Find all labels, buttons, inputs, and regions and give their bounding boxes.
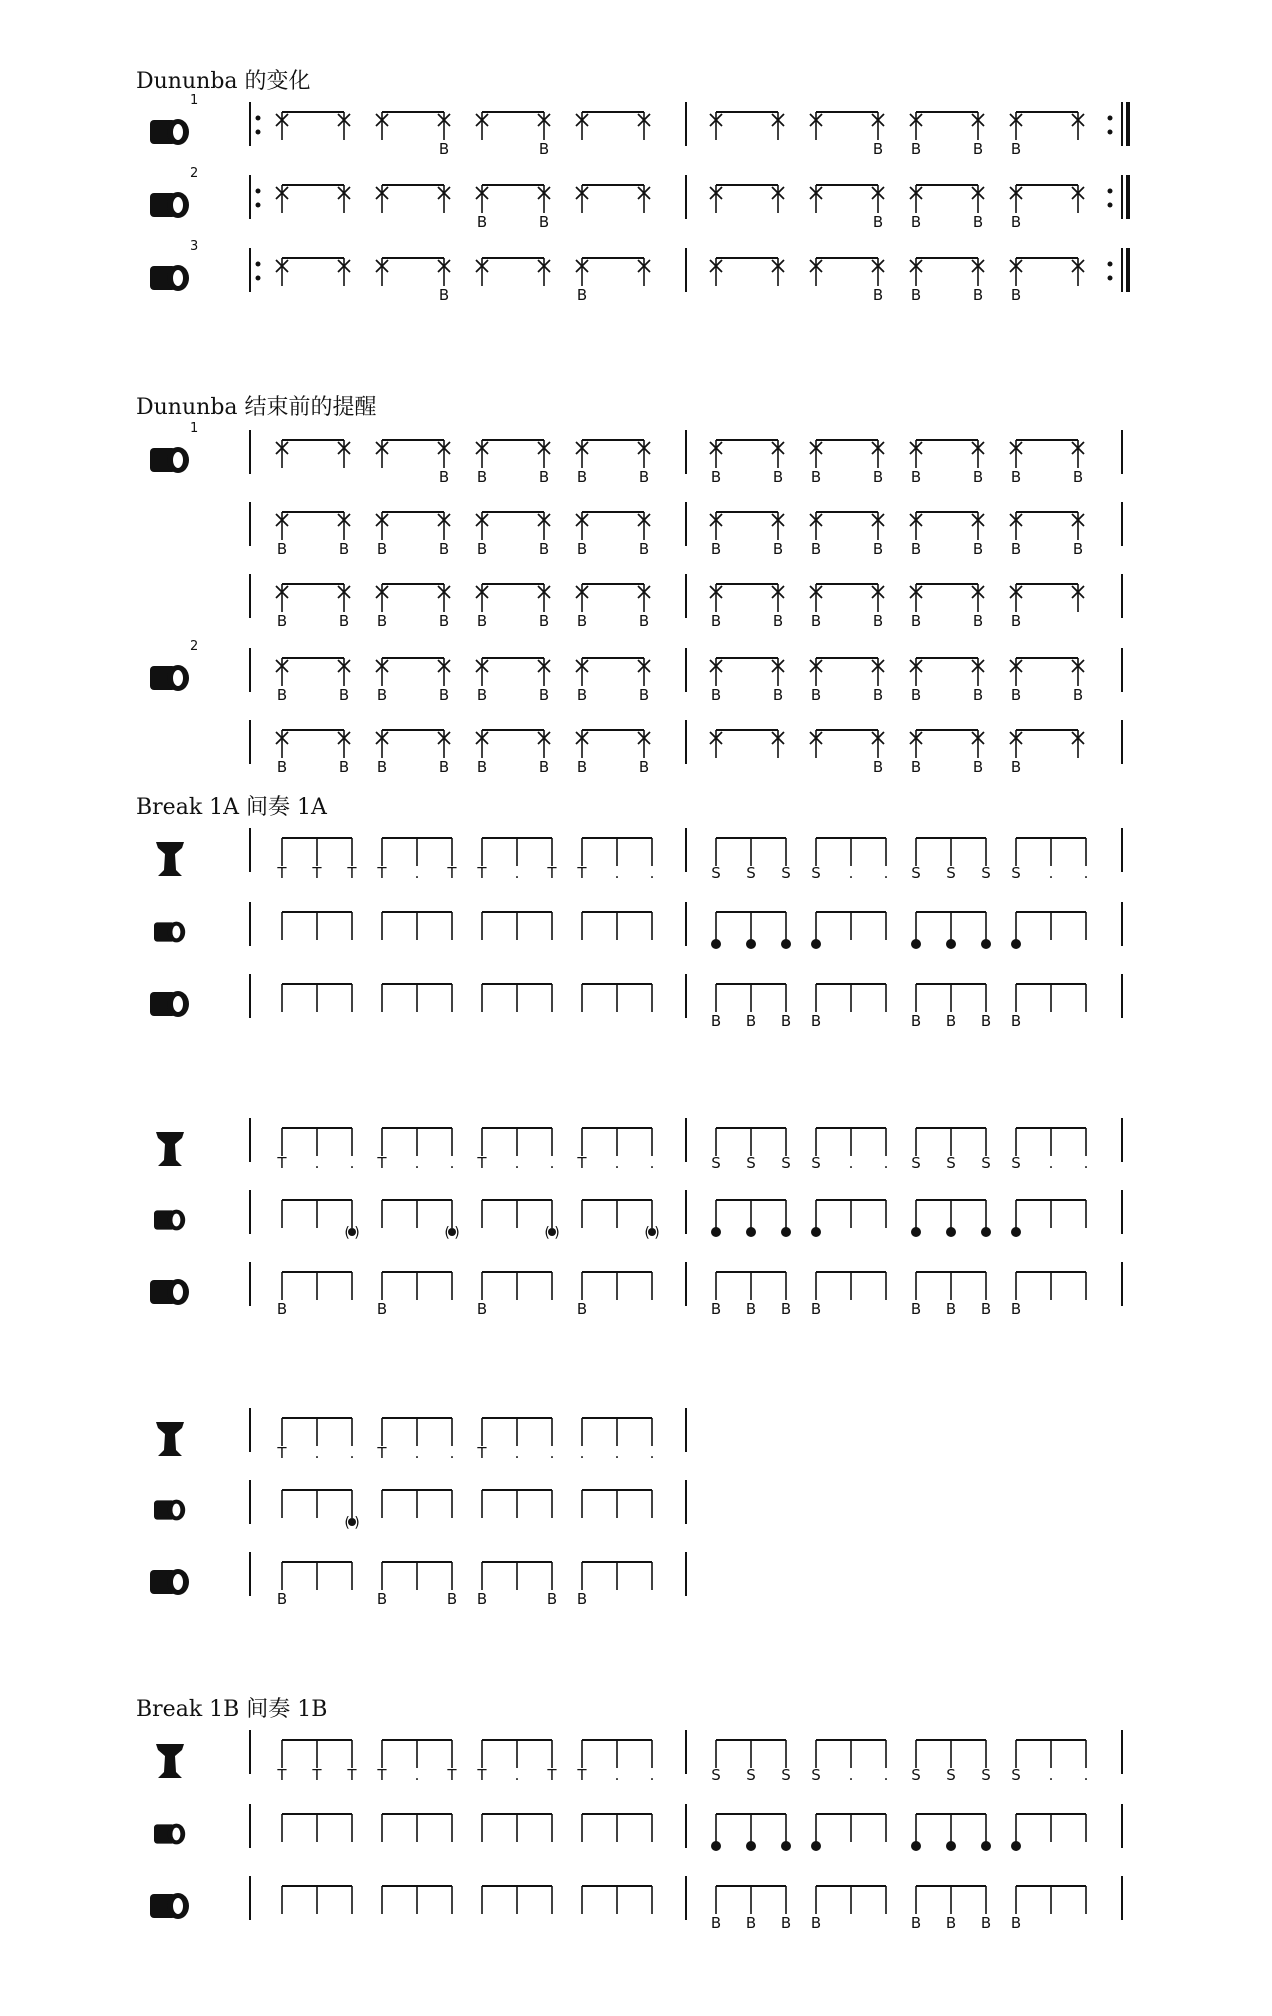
bass-label: B [376,1590,388,1608]
stroke-label: . [848,864,854,882]
bass-label: B [945,1914,957,1932]
stroke-label: T [477,1766,487,1784]
stroke-label: S [781,864,791,882]
bell-dot [711,1227,721,1237]
bass-label: B [638,468,650,486]
bass-label: B [638,758,650,776]
bass-label: B [476,468,488,486]
bell-dot [811,1227,821,1237]
bass-label: B [980,1012,992,1030]
repeat-dot [256,116,261,121]
bass-label: B [446,1590,458,1608]
stroke-label: . [314,1444,320,1462]
repeat-dot [256,130,261,135]
bass-label: B [780,1914,792,1932]
repeat-dot [1108,262,1113,267]
stroke-label: T [312,1766,322,1784]
sangban-drum-icon [154,1500,185,1521]
stroke-label: S [981,864,991,882]
repeat-dot [1108,116,1113,121]
bell-dot [981,939,991,949]
bass-label: B [710,1300,722,1318]
bass-label: B [972,286,984,304]
bass-label: B [538,686,550,704]
dununba-drum-icon [150,1569,189,1595]
bass-label: B [438,140,450,158]
stroke-label: . [1048,1766,1054,1784]
sangban-drum-icon [154,1210,185,1231]
bass-label: B [780,1300,792,1318]
bass-label: B [376,758,388,776]
bell-dot [911,1227,921,1237]
bell-dot [746,1227,756,1237]
stroke-label: . [883,864,889,882]
bass-label: B [710,1012,722,1030]
dununba-drum-icon [150,447,189,473]
bass-label: B [910,286,922,304]
bass-label: B [810,468,822,486]
repeat-dot [1108,130,1113,135]
section-title-break-1b: Break 1B 间奏 1B [136,1697,328,1722]
stroke-label: S [911,1766,921,1784]
stroke-label: T [547,864,557,882]
stroke-label: . [883,1154,889,1172]
bass-label: B [476,1300,488,1318]
stroke-label: S [946,1154,956,1172]
stroke-label: T [547,1766,557,1784]
bass-label: B [972,686,984,704]
paren-mark: ( ) [344,1515,360,1531]
bass-label: B [538,213,550,231]
stroke-label: T [447,1766,457,1784]
bass-label: B [1010,468,1022,486]
bass-label: B [872,140,884,158]
bass-label: B [810,1012,822,1030]
stroke-label: T [347,864,357,882]
bass-label: B [538,140,550,158]
bass-label: B [438,468,450,486]
djembe-drum-icon [156,842,184,876]
bass-label: B [945,1300,957,1318]
repeat-dot [1108,203,1113,208]
stroke-label: S [911,864,921,882]
bass-label: B [910,686,922,704]
stroke-label: S [1011,864,1021,882]
bell-dot [781,1227,791,1237]
bass-label: B [1010,140,1022,158]
bass-label: B [910,1914,922,1932]
stroke-label: S [1011,1154,1021,1172]
bass-label: B [710,686,722,704]
bell-dot [911,1841,921,1851]
bell-dot [946,1227,956,1237]
bass-label: B [338,686,350,704]
bass-label: B [772,612,784,630]
bass-label: B [1010,758,1022,776]
bass-label: B [810,686,822,704]
stroke-label: T [377,1444,387,1462]
section-title-dununba-variations: Dununba 的变化 [136,69,311,94]
stroke-label: S [746,1154,756,1172]
bass-label: B [872,468,884,486]
bass-label: B [910,1300,922,1318]
bell-dot [711,1841,721,1851]
stroke-label: S [746,864,756,882]
repeat-dot [1108,189,1113,194]
bass-label: B [980,1914,992,1932]
bass-label: B [872,213,884,231]
bass-label: B [1010,213,1022,231]
bass-label: B [810,1914,822,1932]
stroke-label: S [711,1766,721,1784]
stroke-label: . [549,1444,555,1462]
bass-label: B [338,612,350,630]
stroke-label: . [649,1154,655,1172]
dununba-drum-icon [150,1893,189,1919]
bass-label: B [910,468,922,486]
bass-label: B [1010,286,1022,304]
stroke-label: . [649,1444,655,1462]
bass-label: B [910,540,922,558]
bass-label: B [576,540,588,558]
stroke-label: T [277,1766,287,1784]
stroke-label: . [614,1154,620,1172]
bass-label: B [1010,1914,1022,1932]
bass-label: B [872,286,884,304]
bass-label: B [276,1590,288,1608]
stroke-label: T [277,864,287,882]
voice-number: 2 [190,639,199,654]
stroke-label: T [312,864,322,882]
dununba-drum-icon [150,265,189,291]
stroke-label: . [1083,1154,1089,1172]
stroke-label: . [414,864,420,882]
bass-label: B [872,686,884,704]
bell-dot [811,1841,821,1851]
section-title-dununba-ending-call: Dununba 结束前的提醒 [136,395,377,420]
stroke-label: S [781,1154,791,1172]
stroke-label: . [848,1154,854,1172]
stroke-label: . [1083,1766,1089,1784]
stroke-label: S [946,1766,956,1784]
bass-label: B [810,540,822,558]
stroke-label: . [614,1766,620,1784]
bass-label: B [872,540,884,558]
stroke-label: T [377,864,387,882]
stroke-label: . [1048,1154,1054,1172]
bell-dot [1011,939,1021,949]
bass-label: B [576,686,588,704]
bass-label: B [710,612,722,630]
stroke-label: T [447,864,457,882]
bass-label: B [972,213,984,231]
bass-label: B [710,540,722,558]
bass-label: B [745,1914,757,1932]
bass-label: B [438,758,450,776]
bell-dot [781,939,791,949]
dununba-drum-icon [150,1279,189,1305]
stroke-label: . [514,1766,520,1784]
stroke-label: . [449,1444,455,1462]
bass-label: B [980,1300,992,1318]
bass-label: B [780,1012,792,1030]
bass-label: B [972,140,984,158]
bass-label: B [338,758,350,776]
stroke-label: T [477,1444,487,1462]
repeat-dot [256,189,261,194]
bass-label: B [1072,686,1084,704]
bell-dot [781,1841,791,1851]
bell-dot [811,939,821,949]
bell-dot [746,1841,756,1851]
bass-label: B [972,468,984,486]
bass-label: B [476,612,488,630]
bass-label: B [276,540,288,558]
bell-dot [981,1841,991,1851]
bass-label: B [438,612,450,630]
bass-label: B [872,758,884,776]
djembe-drum-icon [156,1132,184,1166]
stroke-label: T [277,1154,287,1172]
bass-label: B [476,1590,488,1608]
stroke-label: S [946,864,956,882]
paren-mark: ( ) [444,1225,460,1241]
stroke-label: . [349,1444,355,1462]
bass-label: B [538,468,550,486]
bass-label: B [1072,540,1084,558]
dununba-drum-icon [150,665,189,691]
stroke-label: S [911,1154,921,1172]
bass-label: B [538,540,550,558]
stroke-label: T [347,1766,357,1784]
stroke-label: S [981,1766,991,1784]
bell-dot [981,1227,991,1237]
stroke-label: . [414,1154,420,1172]
bass-label: B [576,286,588,304]
bass-label: B [710,468,722,486]
bell-dot [746,939,756,949]
stroke-label: . [614,864,620,882]
bass-label: B [972,540,984,558]
bass-label: B [772,686,784,704]
bass-label: B [276,686,288,704]
stroke-label: . [514,1444,520,1462]
bass-label: B [745,1012,757,1030]
voice-number: 1 [190,421,199,436]
bass-label: B [576,468,588,486]
bass-label: B [910,140,922,158]
stroke-label: . [349,1154,355,1172]
paren-mark: ( ) [544,1225,560,1241]
bass-label: B [910,1012,922,1030]
bass-label: B [476,213,488,231]
stroke-label: . [848,1766,854,1784]
paren-mark: ( ) [644,1225,660,1241]
sangban-drum-icon [154,1824,185,1845]
bass-label: B [438,686,450,704]
voice-number: 3 [190,239,199,254]
stroke-label: . [414,1766,420,1784]
stroke-label: T [377,1154,387,1172]
bell-dot [711,939,721,949]
bass-label: B [1072,468,1084,486]
bass-label: B [476,540,488,558]
stroke-label: T [277,1444,287,1462]
djembe-drum-icon [156,1422,184,1456]
bass-label: B [476,686,488,704]
bass-label: B [638,540,650,558]
bass-label: B [476,758,488,776]
bell-dot [1011,1227,1021,1237]
paren-mark: ( ) [344,1225,360,1241]
bass-label: B [638,686,650,704]
stroke-label: T [577,1766,587,1784]
bass-label: B [576,612,588,630]
section-title-break-1a: Break 1A 间奏 1A [136,795,327,820]
bass-label: B [576,758,588,776]
bell-dot [911,939,921,949]
bass-label: B [1010,1012,1022,1030]
bass-label: B [438,540,450,558]
stroke-label: . [514,1154,520,1172]
bass-label: B [772,540,784,558]
bass-label: B [338,540,350,558]
stroke-label: . [649,1766,655,1784]
bass-label: B [1010,612,1022,630]
bass-label: B [376,612,388,630]
stroke-label: . [883,1766,889,1784]
stroke-label: . [1083,864,1089,882]
bass-label: B [576,1300,588,1318]
bass-label: B [910,758,922,776]
dununba-drum-icon [150,991,189,1017]
stroke-label: . [1048,864,1054,882]
bass-label: B [638,612,650,630]
bass-label: B [1010,540,1022,558]
stroke-label: T [477,1154,487,1172]
stroke-label: S [711,1154,721,1172]
stroke-label: . [449,1154,455,1172]
stroke-label: S [981,1154,991,1172]
voice-number: 1 [190,93,199,108]
bass-label: B [376,540,388,558]
stroke-label: S [781,1766,791,1784]
stroke-label: S [1011,1766,1021,1784]
bass-label: B [538,758,550,776]
bass-label: B [546,1590,558,1608]
stroke-label: S [811,1766,821,1784]
bell-dot [946,939,956,949]
stroke-label: S [811,1154,821,1172]
stroke-label: . [549,1154,555,1172]
bass-label: B [810,612,822,630]
bass-label: B [576,1590,588,1608]
stroke-label: T [477,864,487,882]
stroke-label: T [577,1154,587,1172]
stroke-label: . [314,1154,320,1172]
bass-label: B [945,1012,957,1030]
stroke-label: S [746,1766,756,1784]
bass-label: B [972,758,984,776]
djembe-drum-icon [156,1744,184,1778]
bass-label: B [276,612,288,630]
bass-label: B [376,686,388,704]
bass-label: B [276,758,288,776]
bass-label: B [972,612,984,630]
bass-label: B [1010,686,1022,704]
stroke-label: . [579,1444,585,1462]
bass-label: B [710,1914,722,1932]
stroke-label: S [711,864,721,882]
repeat-dot [256,262,261,267]
bass-label: B [276,1300,288,1318]
bass-label: B [1010,1300,1022,1318]
bass-label: B [438,286,450,304]
bass-label: B [376,1300,388,1318]
bass-label: B [745,1300,757,1318]
repeat-dot [256,203,261,208]
bell-dot [946,1841,956,1851]
bass-label: B [772,468,784,486]
repeat-dot [1108,276,1113,281]
stroke-label: . [514,864,520,882]
stroke-label: T [377,1766,387,1784]
bass-label: B [810,1300,822,1318]
repeat-dot [256,276,261,281]
bass-label: B [910,213,922,231]
voice-number: 2 [190,166,199,181]
bell-dot [1011,1841,1021,1851]
bass-label: B [910,612,922,630]
bass-label: B [872,612,884,630]
stroke-label: . [649,864,655,882]
stroke-label: S [811,864,821,882]
dununba-drum-icon [150,119,189,145]
bass-label: B [538,612,550,630]
dununba-drum-icon [150,192,189,218]
stroke-label: . [614,1444,620,1462]
stroke-label: T [577,864,587,882]
sangban-drum-icon [154,922,185,943]
stroke-label: . [414,1444,420,1462]
